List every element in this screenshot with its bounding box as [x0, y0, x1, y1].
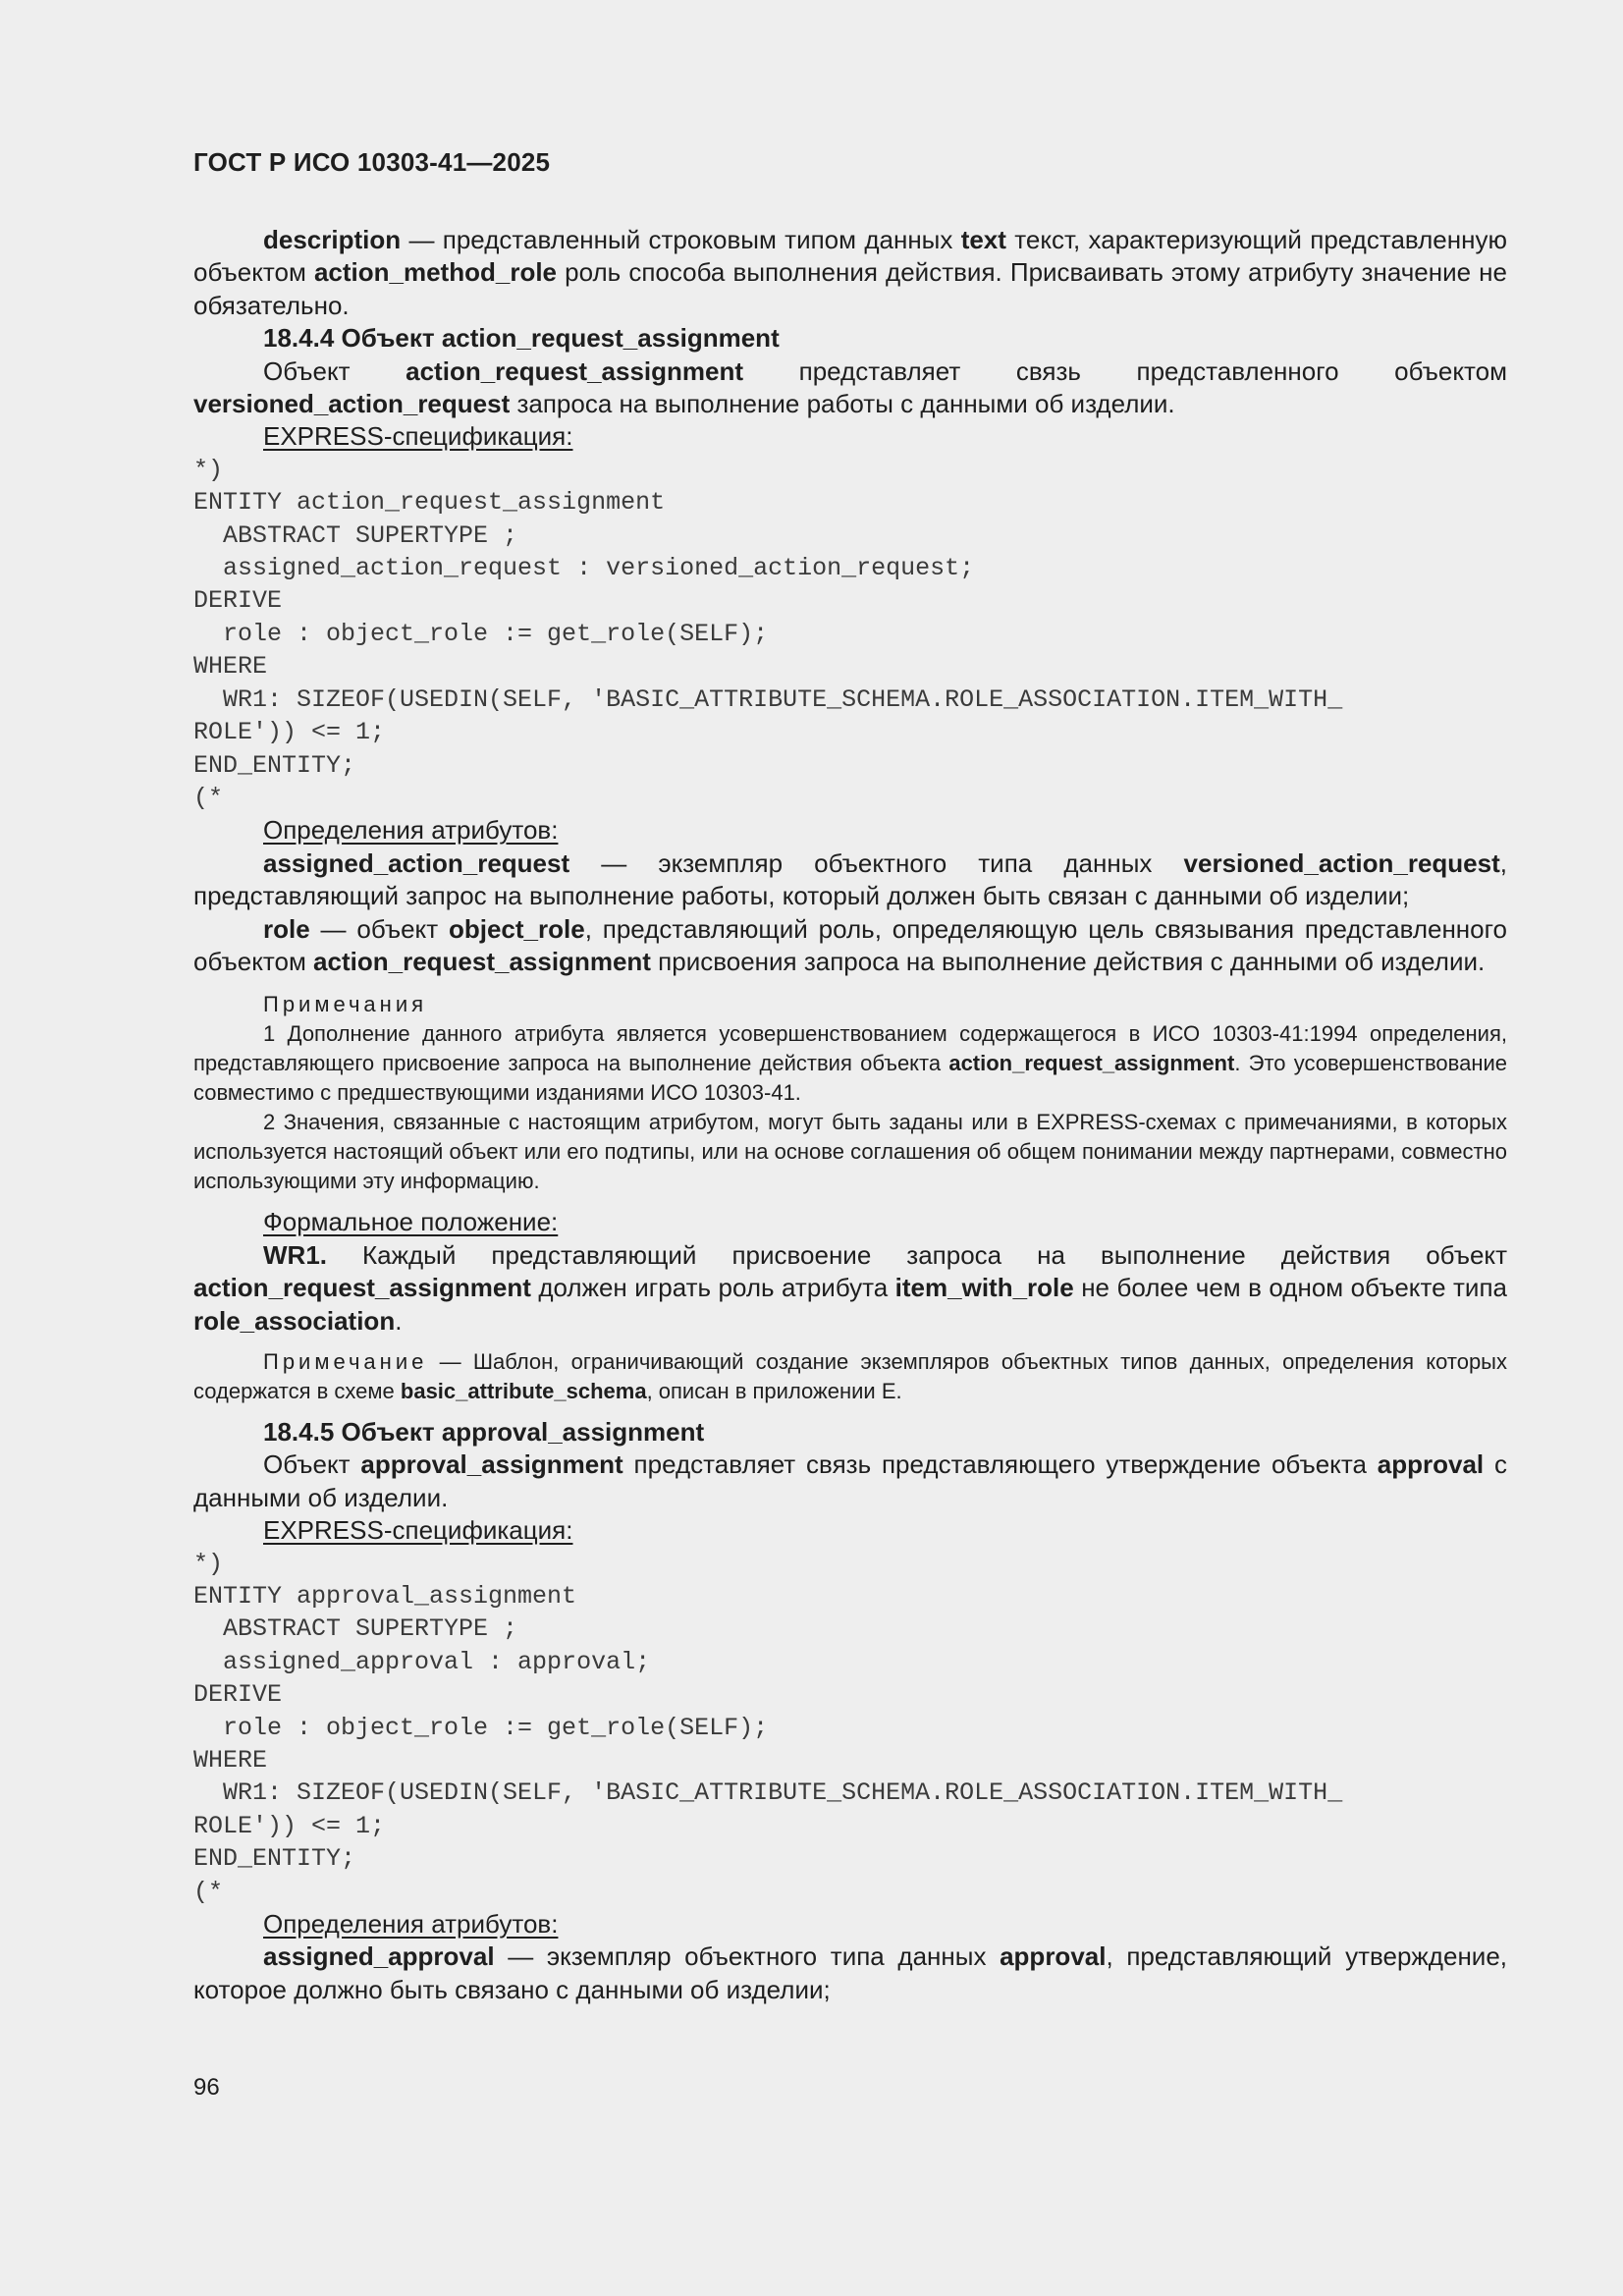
code-line: *)	[193, 1549, 224, 1578]
section-heading-18-4-4: 18.4.4 Объект action_request_assignment	[263, 323, 780, 354]
code-line: ENTITY approval_assignment	[193, 1582, 577, 1611]
code-line: WHERE	[193, 652, 268, 682]
code-line: ABSTRACT SUPERTYPE ;	[193, 1614, 518, 1644]
code-line: WR1: SIZEOF(USEDIN(SELF, 'BASIC_ATTRIBUTE_SCHEMA.ROLE_ASSOCIATION.ITEM_WITH_	[193, 684, 1343, 714]
page-content	[193, 224, 1507, 2006]
code-line: DERIVE	[193, 586, 283, 616]
code-line: END_ENTITY;	[193, 750, 356, 780]
formal-proposition-label: Формальное положение:	[263, 1207, 559, 1237]
code-line: role : object_role := get_role(SELF);	[193, 1713, 769, 1742]
document-header: ГОСТ Р ИСО 10303-41—2025	[193, 147, 551, 177]
where-rule: WR1. Каждый представляющий присвоение запроса на выполнение действия объект action_request_assignment должен играть роль атрибута item_with_role не более чем в одном объекте типа role_association.	[193, 1239, 1507, 1336]
express-code-block	[193, 454, 1507, 814]
code-line: END_ENTITY;	[193, 1844, 356, 1874]
express-spec-label: EXPRESS-спецификация:	[263, 1515, 573, 1546]
note-item: 2 Значения, связанные с настоящим атрибутом, могут быть заданы или в EXPRESS-схемах с примечаниями, в которых используется настоящий объект или его подтипы, или на основе соглашения об общем понимании между партнерами, совместно использующими эту информацию.	[193, 1110, 1507, 1194]
note-item: 1 Дополнение данного атрибута является усовершенствованием содержащегося в ИСО 10303-41:1994 определения, представляющего присвоение запроса на выполнение действия объекта action_request_assignment. Это усовершенствование совместимо с предшествующими изданиями ИСО 10303-41.	[193, 1021, 1507, 1106]
attribute-definition: assigned_approval — экземпляр объектного типа данных approval, представляющий утверждение, которое должно быть связано с данными об изделии;	[193, 1941, 1508, 2004]
notes-title: Примечания	[263, 992, 428, 1017]
code-line: ABSTRACT SUPERTYPE ;	[193, 520, 518, 550]
description-paragraph: description — представленный строковым типом данных text текст, характеризующий представленную объектом action_method_role роль способа выполнения действия. Присваивать этому атрибуту значение не обязательно.	[193, 225, 1507, 320]
code-line: ROLE')) <= 1;	[193, 1811, 386, 1840]
express-code-block	[193, 1548, 1507, 1908]
section-heading-18-4-5: 18.4.5 Объект approval_assignment	[263, 1416, 705, 1447]
code-line: ENTITY action_request_assignment	[193, 488, 666, 518]
code-line: WR1: SIZEOF(USEDIN(SELF, 'BASIC_ATTRIBUTE_SCHEMA.ROLE_ASSOCIATION.ITEM_WITH_	[193, 1778, 1343, 1808]
code-line: DERIVE	[193, 1680, 283, 1710]
code-line: assigned_approval : approval;	[193, 1647, 651, 1676]
code-line: (*	[193, 1877, 224, 1906]
code-line: ROLE')) <= 1;	[193, 718, 386, 747]
page-number: 96	[193, 2074, 220, 2101]
code-line: role : object_role := get_role(SELF);	[193, 619, 769, 648]
code-line: (*	[193, 783, 224, 812]
attribute-definitions-label: Определения атрибутов:	[263, 815, 559, 846]
code-line: WHERE	[193, 1746, 268, 1776]
express-spec-label: EXPRESS-спецификация:	[263, 421, 573, 452]
code-line: assigned_action_request : versioned_action_request;	[193, 554, 975, 583]
attribute-definitions-label: Определения атрибутов:	[263, 1909, 559, 1940]
section-intro: Объект action_request_assignment представляет связь представленного объектом versioned_action_request запроса на выполнение работы с данными об изделии.	[193, 355, 1507, 419]
code-line: *)	[193, 455, 224, 484]
note-template: Примечание — Шаблон, ограничивающий создание экземпляров объектных типов данных, определения которых содержатся в схеме basic_attribute_schema, описан в приложении Е.	[193, 1348, 1507, 1403]
attribute-definition: assigned_action_request — экземпляр объектного типа данных versioned_action_request, представляющий запрос на выполнение работы, который должен быть связан с данными об изделии;	[193, 847, 1507, 911]
attribute-definition: role — объект object_role, представляющий роль, определяющую цель связывания представленного объектом action_request_assignment присвоения запроса на выполнение действия с данными об изделии.	[193, 913, 1507, 976]
section-intro: Объект approval_assignment представляет связь представляющего утверждение объекта approval с данными об изделии.	[193, 1449, 1507, 1512]
